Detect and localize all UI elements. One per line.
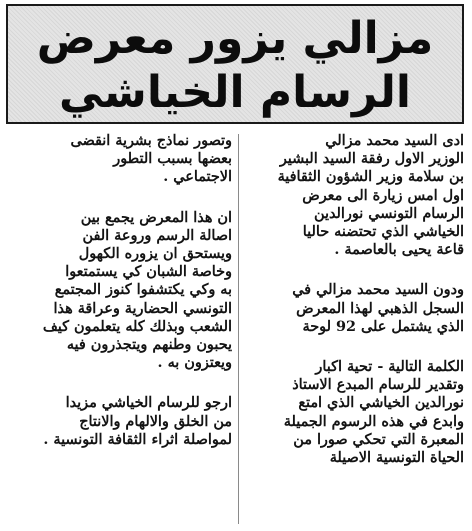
text-line: الوزير الاول رفقة السيد البشير xyxy=(279,150,464,168)
article-column-left xyxy=(8,132,232,449)
text-line: يحبون وطنهم ويتجذرون فيه xyxy=(66,336,232,354)
text-line: ويعتزون به . xyxy=(157,354,232,372)
text-line: لمواصلة اثراء الثقافة التونسية . xyxy=(43,430,232,448)
text-line: وخاصة الشبان كي يستمتعوا xyxy=(65,263,232,281)
text-line: به وكي يكتشفوا كنوز المجتمع xyxy=(54,281,232,299)
headline-box xyxy=(6,4,464,124)
text-line: الحياة التونسية الاصيلة xyxy=(329,449,464,467)
headline-line-2: الرسام الخياشي xyxy=(59,67,411,118)
text-line: الشعب وبذلك كله يتعلمون كيف xyxy=(42,317,232,335)
text-line: الكلمة التالية - تحية اكبار xyxy=(315,358,464,376)
text-line: التونسي الحضارية وعراقة هذا xyxy=(53,299,232,317)
text-line: ويستحق ان يزوره الكهول xyxy=(78,245,232,263)
text-line: بعضها بسبب التطور xyxy=(113,150,232,168)
article-column-right xyxy=(246,132,464,467)
text-line: ارجو للرسام الخياشي مزيدا xyxy=(65,394,232,412)
text-line: نورالدين الخياشي الذي امتع xyxy=(298,394,464,412)
text-line: ادى السيد محمد مزالي xyxy=(325,132,464,149)
paragraph xyxy=(246,281,464,336)
paragraph xyxy=(8,394,232,449)
paragraph xyxy=(246,358,464,467)
text-line: ان هذا المعرض يجمع بين xyxy=(80,208,232,226)
column-divider xyxy=(238,134,239,524)
text-line: وتصور نماذج بشرية انقضى xyxy=(70,132,232,149)
text-line: قاعة يحيى بالعاصمة . xyxy=(334,241,464,259)
text-line: من الخلق والالهام والانتاج xyxy=(79,412,232,430)
text-line: المعبرة التي تحكي صورا من xyxy=(293,430,464,448)
text-line: الرسام التونسي نورالدين xyxy=(314,204,464,222)
text-line: السجل الذهبي لهذا المعرض xyxy=(296,299,464,317)
text-line: وابدع في هذه الرسوم الجميلة xyxy=(283,412,464,430)
text-line: ودون السيد محمد مزالي في xyxy=(292,281,464,299)
text-line: بن سلامة وزير الشؤون الثقافية xyxy=(277,168,464,186)
paragraph xyxy=(246,132,464,259)
text-line: الخياشي الذي تحتضنه حاليا xyxy=(302,223,464,241)
paragraph xyxy=(8,132,232,187)
paragraph xyxy=(8,209,232,373)
text-line: الاجتماعي . xyxy=(163,168,232,186)
text-line: وتقدير للرسام المبدع الاستاذ xyxy=(292,376,464,394)
text-line: اول امس زيارة الى معرض xyxy=(302,186,464,204)
text-line: الذي يشتمل على 92 لوحة xyxy=(302,317,464,335)
headline-line-1: مزالي يزور معرض xyxy=(36,13,434,64)
text-line: اصالة الرسم وروعة الفن xyxy=(82,226,232,244)
